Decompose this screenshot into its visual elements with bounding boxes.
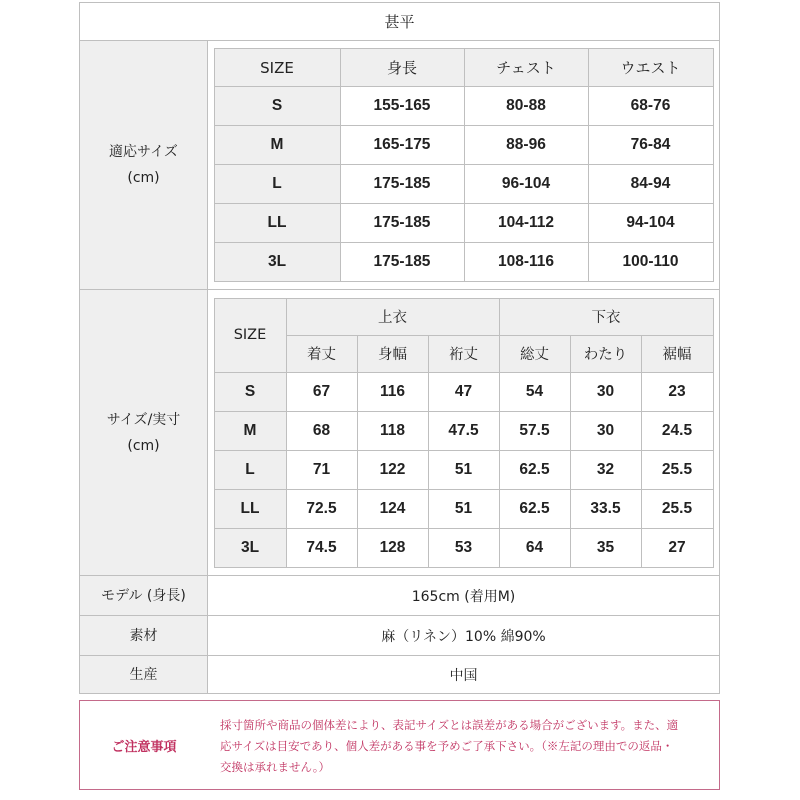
notice-box (79, 700, 720, 790)
value-cell: 122 (357, 450, 428, 489)
fit-size-table (214, 48, 714, 282)
fit-header-height: 身長 (340, 49, 464, 87)
value-cell: 88-96 (464, 126, 588, 165)
value-cell: 25.5 (641, 450, 713, 489)
value-cell: 72.5 (286, 489, 357, 528)
size-cell: S (214, 87, 340, 126)
size-cell: LL (214, 489, 286, 528)
value-cell: 47.5 (428, 411, 499, 450)
actual-subheader-row (214, 335, 713, 372)
value-cell: 35 (570, 528, 641, 567)
subheader-total-length: 総丈 (499, 335, 570, 372)
table-row (214, 243, 713, 282)
fit-size-label (80, 41, 208, 289)
value-cell: 76-84 (588, 126, 713, 165)
value-cell: 116 (357, 372, 428, 411)
value-cell: 51 (428, 450, 499, 489)
notice-label: ご注意事項 (111, 739, 177, 755)
value-cell: 62.5 (499, 450, 570, 489)
notice-line: 採寸箇所や商品の個体差により、表記サイズとは誤差がある場合がございます。また、適 (220, 718, 679, 732)
size-cell: L (214, 450, 286, 489)
fit-header-chest: チェスト (464, 49, 588, 87)
value-cell: 64 (499, 528, 570, 567)
size-cell: 3L (214, 243, 340, 282)
material-label: 素材 (80, 616, 208, 655)
value-cell: 175-185 (340, 204, 464, 243)
fit-size-label-text: 適応サイズ (109, 144, 178, 160)
subheader-thigh: わたり (570, 335, 641, 372)
size-cell: 3L (214, 528, 286, 567)
product-title: 甚平 (80, 3, 719, 40)
fit-size-content (208, 41, 719, 289)
value-cell: 68 (286, 411, 357, 450)
subheader-body-width: 身幅 (357, 335, 428, 372)
table-row (214, 372, 713, 411)
table-row (214, 165, 713, 204)
model-row (80, 575, 719, 615)
subheader-hem-width: 裾幅 (641, 335, 713, 372)
table-row (214, 126, 713, 165)
subheader-sleeve-length: 裄丈 (428, 335, 499, 372)
fit-header-row (214, 49, 713, 87)
value-cell: 108-116 (464, 243, 588, 282)
value-cell: 118 (357, 411, 428, 450)
size-cell: S (214, 372, 286, 411)
value-cell: 67 (286, 372, 357, 411)
notice-line: 応サイズは目安であり、個人差がある事を予めご了承下さい。（※左記の理由での返品・ (220, 739, 674, 753)
notice-line: 交換は承れません。） (220, 760, 330, 774)
value-cell: 80-88 (464, 87, 588, 126)
fit-size-row (80, 40, 719, 289)
table-row (214, 204, 713, 243)
value-cell: 30 (570, 411, 641, 450)
size-cell: L (214, 165, 340, 204)
fit-header-waist: ウエスト (588, 49, 713, 87)
value-cell: 94-104 (588, 204, 713, 243)
value-cell: 71 (286, 450, 357, 489)
value-cell: 23 (641, 372, 713, 411)
actual-size-content (208, 290, 719, 575)
value-cell: 54 (499, 372, 570, 411)
table-row (214, 450, 713, 489)
fit-size-label-unit: (cm) (127, 170, 160, 186)
value-cell: 74.5 (286, 528, 357, 567)
value-cell: 53 (428, 528, 499, 567)
size-spec-table (79, 2, 720, 694)
fit-header-size: SIZE (214, 49, 340, 87)
value-cell: 96-104 (464, 165, 588, 204)
notice-text (208, 701, 719, 789)
actual-size-table (214, 298, 714, 568)
size-cell: M (214, 126, 340, 165)
material-row (80, 615, 719, 655)
table-row (214, 411, 713, 450)
value-cell: 104-112 (464, 204, 588, 243)
value-cell: 24.5 (641, 411, 713, 450)
value-cell: 47 (428, 372, 499, 411)
table-row (214, 528, 713, 567)
value-cell: 27 (641, 528, 713, 567)
material-value: 麻（リネン）10% 綿90% (208, 616, 719, 655)
value-cell: 57.5 (499, 411, 570, 450)
value-cell: 33.5 (570, 489, 641, 528)
subheader-length: 着丈 (286, 335, 357, 372)
actual-size-label-unit: (cm) (127, 437, 160, 454)
actual-size-row (80, 289, 719, 575)
size-cell: LL (214, 204, 340, 243)
value-cell: 84-94 (588, 165, 713, 204)
value-cell: 30 (570, 372, 641, 411)
origin-value: 中国 (208, 656, 719, 693)
value-cell: 165-175 (340, 126, 464, 165)
value-cell: 68-76 (588, 87, 713, 126)
actual-header-size: SIZE (214, 298, 286, 372)
value-cell: 124 (357, 489, 428, 528)
table-row (214, 87, 713, 126)
model-label: モデル (身長) (80, 576, 208, 615)
value-cell: 175-185 (340, 165, 464, 204)
actual-header-bottom: 下衣 (499, 298, 713, 335)
origin-row (80, 655, 719, 693)
table-row (214, 489, 713, 528)
value-cell: 51 (428, 489, 499, 528)
size-cell: M (214, 411, 286, 450)
value-cell: 175-185 (340, 243, 464, 282)
actual-group-header-row (214, 298, 713, 335)
actual-header-top: 上衣 (286, 298, 499, 335)
value-cell: 32 (570, 450, 641, 489)
value-cell: 128 (357, 528, 428, 567)
value-cell: 100-110 (588, 243, 713, 282)
origin-label: 生産 (80, 656, 208, 693)
value-cell: 155-165 (340, 87, 464, 126)
model-value: 165cm (着用M) (208, 576, 719, 615)
value-cell: 62.5 (499, 489, 570, 528)
value-cell: 25.5 (641, 489, 713, 528)
actual-size-label-text: サイズ/実寸 (106, 411, 181, 428)
title-row (80, 3, 719, 40)
actual-size-label (80, 290, 208, 575)
